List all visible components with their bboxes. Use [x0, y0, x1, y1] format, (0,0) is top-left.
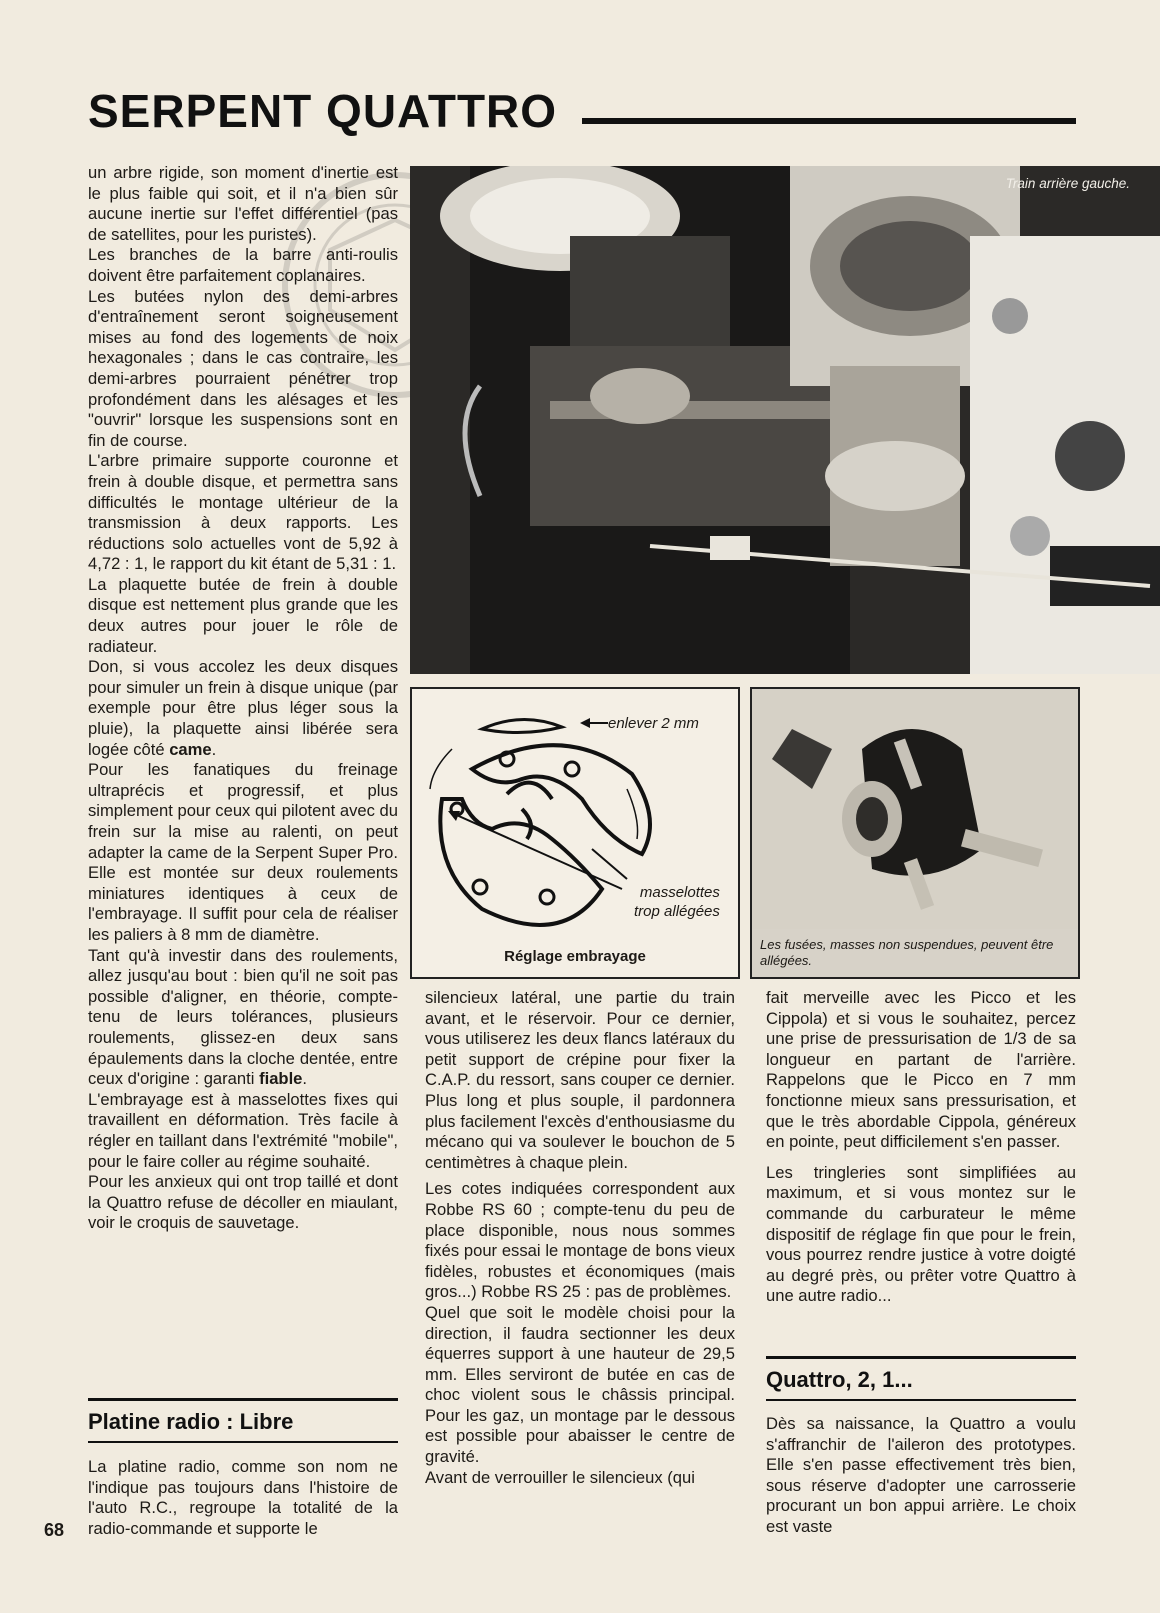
figure-label: Réglage embrayage	[504, 948, 646, 965]
hub-photo-figure	[750, 687, 1080, 979]
article-column-3-bottom	[766, 1414, 1076, 1538]
paragraph: Quel que soit le modèle choisi pour la direction, il faudra sectionner les deux équerres support à une hauteur de 29,5 mm. Elles serviront de butée en cas de choc violent sous le châssis principal. Pour les gaz, un montage par le dessous est possible pour abaisser le centre de gravité.	[425, 1302, 735, 1467]
paragraph: silencieux latéral, une partie du train avant, et le réservoir. Pour ce dernier, vous utiliserez les deux flancs latéraux du petit support de crépine pour fixer la C.A.P. du ressort, sans couper ce dernier. Plus long et plus souple, il pardonnera plus facilement l'excès d'enthousiasme du mécano qui va soulever le bouchon de 5 centimètres à chaque plein.	[425, 988, 735, 1172]
text-run: Tant qu'à investir dans des roulements, allez jusqu'au bout : bien qu'il ne soit pas possible d'aligner, en théorie, compte-tenu de leurs tolérances, plusieurs roulements, glissez-en deux sans épaulements dans la cloche dentée, entre ceux d'origine : garanti	[88, 945, 398, 1089]
section-heading-platine: Platine radio : Libre	[88, 1398, 398, 1443]
paragraph: Les butées nylon des demi-arbres d'entraînement seront soigneusement mises au fond des logements de noix hexagonales ; dans le cas contraire, les demi-arbres pourraient pénétrer trop profondément dans les alésages et les "ouvrir" lorsque les suspensions sont en fin de course.	[88, 286, 398, 450]
clutch-diagram-figure	[410, 687, 740, 979]
paragraph: L'embrayage est à masselottes fixes qui travaillent en déformation. Très facile à régler en taillant dans l'extrémité "mobile", pour le faire coller au régime souhaité.	[88, 1089, 398, 1171]
paragraph: Pour les anxieux qui ont trop taillé et dont la Quattro refuse de décoller en miaulant, voir le croquis de sauvetage.	[88, 1172, 398, 1233]
article-column-1-bottom	[88, 1457, 398, 1539]
photo-caption: Les fusées, masses non suspendues, peuvent être allégées.	[760, 937, 1054, 968]
title-rule	[582, 118, 1076, 124]
annotation-remove-2mm: enlever 2 mm	[608, 715, 699, 732]
paragraph	[88, 946, 398, 1090]
text-run: .	[302, 1069, 308, 1089]
paragraph: Dès sa naissance, la Quattro a voulu s'affranchir de l'aileron des prototypes. Elle s'en passe effectivement très bien, sous réserve d'adopter une carrosserie procurant un bon appui arrière. Le choix est vaste	[766, 1414, 1076, 1536]
section-heading-quattro: Quattro, 2, 1...	[766, 1356, 1076, 1401]
annotation-line: trop allégées	[634, 903, 720, 920]
paragraph: Les branches de la barre anti-roulis doivent être parfaitement coplanaires.	[88, 245, 398, 285]
paragraph: L'arbre primaire supporte couronne et frein à double disque, et permettra sans difficultés le montage ultérieur de la transmission à deux rapports. Les réductions solo actuelles vont de 5,92 à 4,72 : 1, le rapport du kit étant de 5,31 : 1.	[88, 451, 398, 574]
paragraph: Avant de verrouiller le silencieux (qui	[425, 1467, 695, 1487]
page-number: 68	[44, 1520, 65, 1540]
paragraph: La plaquette butée de frein à double disque est nettement plus grande que les deux autres pour jouer le rôle de radiateur.	[88, 574, 398, 656]
paragraph: Les cotes indiquées correspondent aux Robbe RS 60 ; compte-tenu du peu de place disponible, nous nous sommes fixés pour essai le montage de bons vieux fidèles, robustes et économiques (mais gros...) Robbe RS 25 : pas de problèmes.	[425, 1179, 735, 1302]
chassis-photo-illustration	[410, 166, 1160, 674]
text-run: .	[211, 739, 217, 759]
article-column-2	[425, 988, 735, 1488]
paragraph	[88, 657, 398, 760]
text-run: Don, si vous accolez les deux disques pour simuler un frein à disque unique (par exemple pour être plus léger sous la pluie), la plaquette ainsi libérée sera logée côté	[88, 657, 398, 759]
paragraph: Les tringleries sont simplifiées au maximum, et si vous montez sur le commande du carburateur le même dispositif de réglage fin que pour le frein, vous pourrez rendre justice à votre doigté au degré près, ou prêter votre Quattro à une autre radio...	[766, 1162, 1076, 1306]
article-column-1	[88, 163, 398, 1234]
paragraph: un arbre rigide, son moment d'inertie est le plus faible qui soit, et il n'a bien sûr aucune inertie sur l'effet différentiel (pas de satellites, pour les puristes).	[88, 163, 398, 244]
photo-caption: Train arrière gauche.	[1005, 176, 1130, 191]
article-column-3	[766, 988, 1076, 1307]
paragraph: Pour les fanatiques du freinage ultraprécis et progressif, et plus simplement pour ceux qui pilotent avec du frein sur la mise au ralenti, on peut adapter la came de la Serpent Super Pro. Elle est montée sur deux roulements miniatures identiques à ceux de l'embrayage. Il suffit pour cela de réaliser les paliers à 8 mm de diamètre.	[88, 760, 398, 944]
bold-text: fiable	[259, 1069, 303, 1089]
annotation-weights	[634, 883, 720, 921]
bold-text: came	[169, 739, 212, 759]
hub-photo	[752, 689, 1078, 929]
paragraph: fait merveille avec les Picco et les Cippola) et si vous le souhaitez, percez une prise de pressurisation de 1/3 de sa longueur en partant de l'arrière. Rappelons que le Picco en 7 mm fonctionne mieux sans pressurisation, et que le très abordable Cippola, généreux en pointe, peut difficilement s'en passer.	[766, 988, 1076, 1152]
chassis-photo	[410, 166, 1160, 674]
page-title: SERPENT QUATTRO	[88, 85, 558, 137]
annotation-line: masselottes	[639, 884, 720, 901]
paragraph: La platine radio, comme son nom ne l'indique pas toujours dans l'histoire de l'auto R.C., regroupe la totalité de la radio-commande et supporte le	[88, 1457, 398, 1538]
